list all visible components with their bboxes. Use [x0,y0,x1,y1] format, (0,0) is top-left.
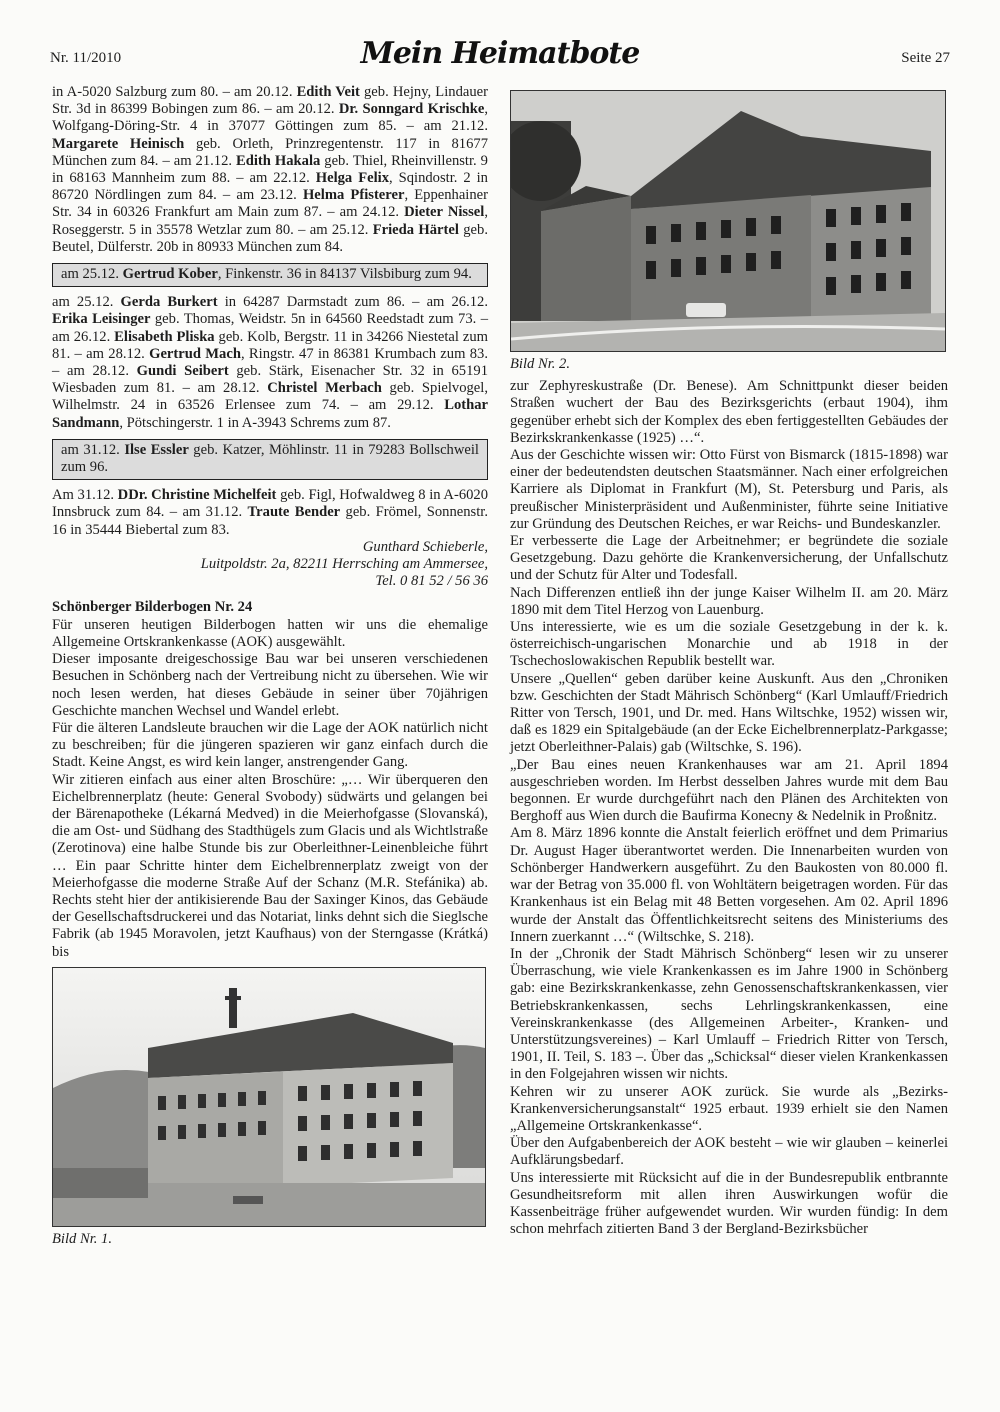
photo-aok-building-today [510,90,946,352]
signature-address: Luitpoldstr. 2a, 82211 Herrsching am Ammersee, [200,556,488,573]
article-paragraph: Uns interessierte, wie es um die soziale Gesetzgebung in der k. k. österreichisch-ungarischen Monarchie und ab 1918 in der Tschechoslowakischen Republik bestellt war. [510,619,948,670]
page-number: Seite 27 [901,50,950,66]
birthday-list-3: Am 31.12. DDr. Christine Michelfeit geb. Figl, Hofwaldweg 8 in A-6020 Innsbruck zum 84. – am 31.12. Traute Bender geb. Frömel, Sonnenstr. 16 in 35444 Biebertal zum 83. [52,487,489,538]
article-paragraph: Für unseren heutigen Bilderbogen hatten wir uns die ehemalige Allgemeine Ortskrankenkasse (AOK) ausgewählt. [52,616,488,650]
article-paragraph: Er verbesserte die Lage der Arbeitnehmer; er begründete die soziale Gesetzgebung. Dazu gehörte die Krankenversicherung, der Unfallschutz und der Schutz für Alter und Todesfall. [510,533,948,584]
article-paragraph: Über den Aufgabenbereich der AOK besteht – wie wir glauben – keinerlei Aufklärungsbedarf. [510,1135,948,1169]
article-paragraph: Für die älteren Landsleute brauchen wir die Lage der AOK natürlich nicht zu beschreiben; für die jüngeren spazieren wir ganz einfach durch die Stadt. Keine Angst, es wird kein langer, anstrengender Gang. [52,719,488,771]
article-paragraph: Uns interessierte mit Rücksicht auf die in der Bundesrepublik entbrannte Gesundheitsreform mit allen ihren Auswirkungen wofür die Kassenbeiträge früher aufgewendet wurden. Wir wurden fündig: In dem schon mehrfach zitierten Band 3 der Bergland-Bezirksbücher [510,1169,948,1238]
right-column [510,84,948,1238]
birthday-list-1: in A-5020 Salzburg zum 80. – am 20.12. Edith Veit geb. Hejny, Lindauer Str. 3d in 86399 Bobingen zum 86. – am 20.12. Dr. Sonngard Krischke, Wolfgang-Döring-Str. 4 in 37077 Göttingen zum 85. – am 21.12. Margarete Heinisch geb. Orleth, Prinzregentenstr. 117 in 81677 München zum 84. – am 21.12. Edith Hakala geb. Thiel, Rheinvillenstr. 9 in 68163 Mannheim zum 88. – am 22.12. Helga Felix, Sqindostr. 2 in 86720 Nördlingen zum 84. – am 23.12. Helma Pfisterer, Eppenhainer Str. 34 in 60326 Frankfurt am Main zum 87. – am 24.12. Dieter Nissel, Roseggerstr. 5 in 35578 Wetzlar zum 80. – am 25.12. Frieda Härtel geb. Beutel, Dülferstr. 20b in 80933 München zum 84. [52,84,488,255]
masthead-logo: Mein Heimatbote [360,36,640,71]
article-paragraph: Aus der Geschichte wissen wir: Otto Fürst von Bismarck (1815-1898) war einer der bedeutendsten deutschen Staatsmänner. Nach einer erfolgreichen Karriere als Diplomat in Frankfurt (M), St. Petersburg und Paris, als preußischer Ministerpräsident und Außenminister, führte seine Initiative zur Gründung des Deutschen Reiches, er war Reichs- und Bundeskanzler. [510,447,948,532]
photo-caption-1: Bild Nr. 1. [52,1230,113,1247]
article-paragraph: „Der Bau eines neuen Krankenhauses war am 21. April 1894 ausgeschrieben worden. Im Herbst desselben Jahres wurde mit dem Bau begonnen. Er wurde durchgeführt nach den Plänen des Architekten von Berghoff aus Wien durch die Baufirma Konecny & Nedelnik in Proßnitz. [510,756,948,825]
photo-aok-building-old [52,967,486,1227]
birthday-list-2: am 25.12. Gerda Burkert in 64287 Darmstadt zum 86. – am 26.12. Erika Leisinger geb. Thomas, Weidstr. 5n in 64560 Reedstadt zum 73. – am 26.12. Elisabeth Pliska geb. Kolb, Bergstr. 11 in 34266 Niestetal zum 81. – am 28.12. Gertrud Mach, Ringstr. 47 in 86381 Krumbach zum 83. – am 28.12. Gundi Seibert geb. Stärk, Eisenacher Str. 32 in 65191 Wiesbaden zum 81. – am 28.12. Christel Merbach geb. Spielvogel, Wilhelmstr. 24 in 63526 Erlensee zum 74. – am 29.12. Lothar Sandmann, Pötschingerstr. 1 in A-3943 Schrems zum 87. [52,294,488,431]
signature-name: Gunthard Schieberle, [362,538,488,555]
highlight-box-essler: am 31.12. Ilse Essler geb. Katzer, Möhlinstr. 11 in 79283 Bollschweil zum 96. [52,439,488,480]
page-header [50,36,950,76]
highlight-box-kober: am 25.12. Gertrud Kober, Finkenstr. 36 in 84137 Vilsbiburg zum 94. [52,263,488,287]
article-paragraph: zur Zephyreskustraße (Dr. Benese). Am Schnittpunkt dieser beiden Straßen wuchert der Bau des Bezirksgerichts (erbaut 1904), ihm gegenüber erhebt sich der Komplex des eben fertiggestellten Gebäudes der Bezirkskrankenkasse (1925) …“. [510,378,948,446]
photo-caption-2: Bild Nr. 2. [510,356,571,372]
article-paragraph: Nach Differenzen entließ ihn der junge Kaiser Wilhelm II. am 20. März 1890 mit dem Titel Herzog von Lauenburg. [510,584,948,618]
article-paragraph: Unsere „Quellen“ geben darüber keine Auskunft. Aus den „Chroniken bzw. Geschichten der Stadt Mährisch Schönberg“ (Karl Umlauff/Friedrich Ritter von Tersch, 1901, und Dr. med. Hans Wiltschke, 1952) wissen wir, daß es 1829 ein Spitalgebäude (an der Ecke Eichelbrennerplatz-Parkgasse; jetzt Oberleithner-Palais) gab (Wiltschke, S. 196). [510,670,948,756]
issue-number: Nr. 11/2010 [50,50,122,66]
article-paragraph: In der „Chronik der Stadt Mährisch Schönberg“ lesen wir zu unserer Überraschung, wie viele Krankenkassen es im Jahre 1900 in Schönberg gab: eine Bezirkskrankenkasse, zehn Genossenschaftskrankenkassen, vier Betriebskrankenkassen, sechs Lehrlingskrankenkassen, eine Vereinskrankenkasse (des Allgemeinen Arbeiter-, Kranken- und Unterstützungsvereines) – Karl Umlauff – Friedrich Ritter von Tersch, 1901, II. Teil, S. 183 –. Über das „Schicksal“ dieser vielen Krankenkassen in den Folgejahren wissen wir nichts. [510,945,948,1083]
left-column [52,84,488,1248]
article-paragraph: Wir zitieren einfach aus einer alten Broschüre: „… Wir überqueren den Eichelbrennerplatz (heute: General Svobody) südwärts und gelangen bei der Bärenapotheke (Lékarná Medved) in die Meierhofgasse (Slovanská), die am Ost- und Südhang des Stadthügels zum Glacis und als Wichtlstraße (Zerotinova) eine halbe Stunde bis zur Oberleithner-Leinenbleiche führt … Ein paar Schritte hinter dem Eichelbrennerplatz zweigt von der Meierhofgasse die moderne Straße Auf der Schanz (M.R. Stefánika) ab. Rechts steht hier der antikisierende Bau der Saxinger Kinos, das Gebäude der Gesellschaftsdruckerei und das Notariat, links dehnt sich die Sieglsche Fabrik (ab 1945 Moravolen, jetzt Kaufhaus) von der Sterngasse (Krátká) bis [52,771,488,960]
article-paragraph: Dieser imposante dreigeschossige Bau war bei unseren verschiedenen Besuchen in Schönberg nach der Vertreibung nicht zu übersehen. Wie wir noch lesen werden, hat dieses Gebäude in seiner über 70jährigen Geschichte manchen Wechsel und Wandel erlebt. [52,651,488,719]
article-paragraph: Am 8. März 1896 konnte die Anstalt feierlich eröffnet und dem Primarius Dr. August Hager überantwortet werden. Die Innenarbeiten wurden von Schönberger Handwerkern ausgeführt. Zu den Baukosten von 80.000 fl. war der Betrag von 35.000 fl. von Wohltätern beigetragen worden. Für das Krankenhaus ist ein Belag mit 48 Betten vorgesehen. Am 02. April 1896 wurde der Anstalt das Öffentlichkeitsrecht seitens des Ministeriums des Innern zuerkannt …“ (Wiltschke, S. 218). [510,825,948,945]
article-paragraph: Kehren wir zu unserer AOK zurück. Sie wurde als „Bezirks-Krankenversicherungsanstalt“ 1925 erbaut. 1939 erhielt sie den Namen „Allgemeine Ortskrankenkasse“. [510,1083,948,1134]
article-heading: Schönberger Bilderbogen Nr. 24 [52,599,253,616]
signature-phone: Tel. 0 81 52 / 56 36 [375,573,488,590]
